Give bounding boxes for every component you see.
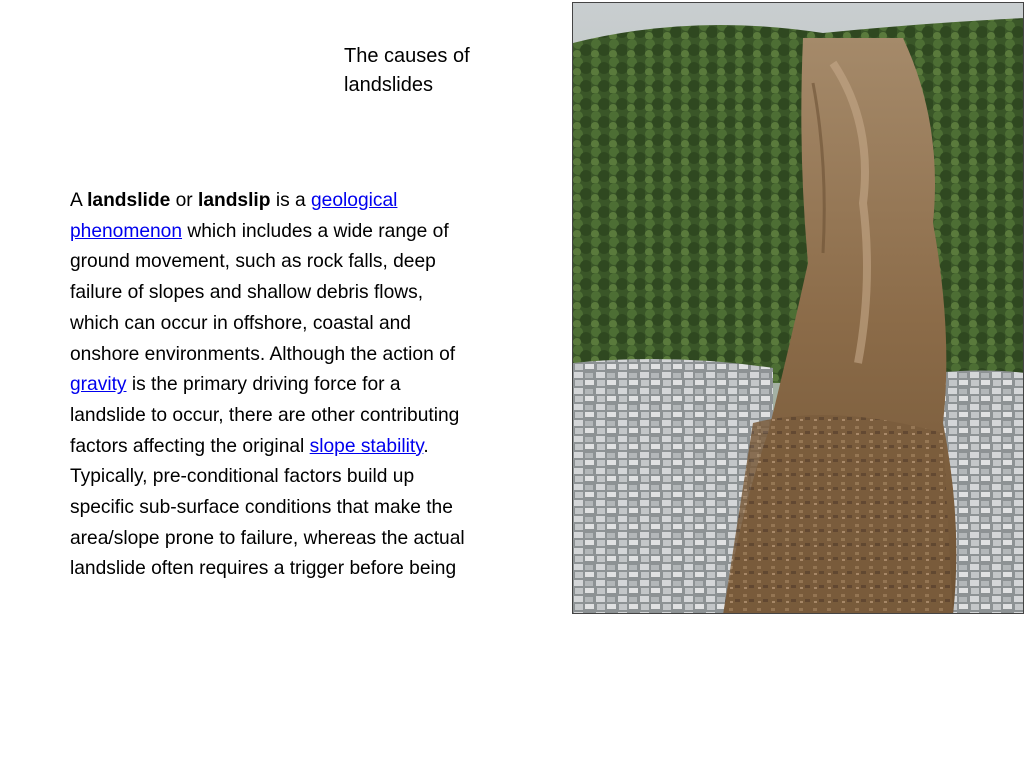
body-line (70, 186, 562, 217)
body-paragraph (70, 186, 562, 585)
body-line (70, 432, 562, 463)
landslide-photo-graphic (573, 3, 1024, 614)
body-line: which can occur in offshore, coastal and (70, 312, 411, 334)
body-line: Typically, pre-conditional factors build up (70, 466, 415, 488)
slide-title (344, 42, 544, 100)
body-line: landslide to occur, there are other contributing (70, 404, 460, 426)
link-geological-phenomenon-2[interactable]: phenomenon (70, 220, 183, 242)
link-slope-stability[interactable]: slope stability (309, 435, 424, 457)
bold-term-landslide: landslide (87, 190, 171, 211)
text-run: which includes a wide range of (182, 220, 449, 242)
body-line: onshore environments. Although the action of (70, 343, 456, 365)
body-line (70, 217, 562, 248)
body-line (70, 370, 562, 401)
text-run: A (70, 190, 88, 211)
text-run: is the primary driving force for a (126, 374, 401, 396)
body-line: ground movement, such as rock falls, deep (70, 251, 436, 273)
body-line: landslide often requires a trigger before being (70, 558, 457, 580)
body-line: area/slope prone to failure, whereas the actual (70, 527, 465, 549)
body-line: failure of slopes and shallow debris flows, (70, 282, 424, 304)
title-line-2: landslides (344, 74, 433, 96)
link-geological-phenomenon[interactable]: geological (311, 190, 398, 211)
text-run: factors affecting the original (70, 435, 310, 457)
text-run: is a (270, 190, 312, 211)
text-run: or (170, 190, 198, 211)
bold-term-landslip: landslip (197, 190, 271, 211)
link-gravity[interactable]: gravity (70, 374, 127, 396)
body-line: specific sub-surface conditions that make the (70, 497, 453, 519)
title-line-1: The causes of (344, 45, 470, 67)
text-run: . (423, 435, 429, 457)
landslide-photo (572, 2, 1024, 614)
